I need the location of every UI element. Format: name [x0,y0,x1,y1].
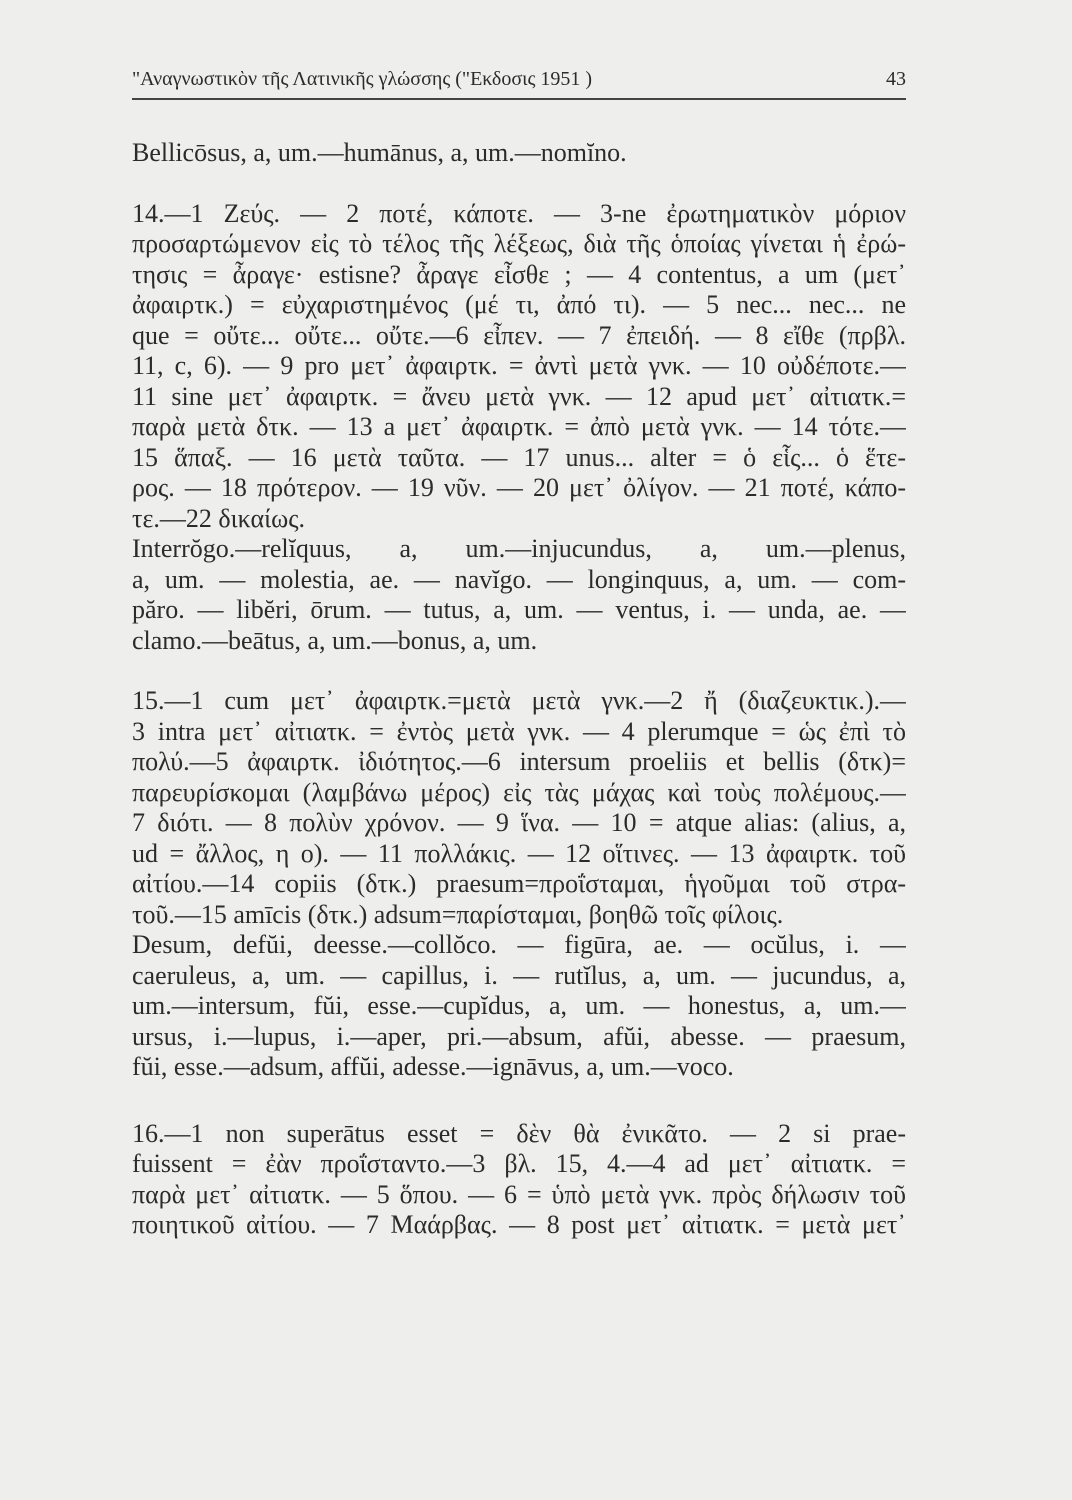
header-title: "Αναγνωστικὸν τῆς Λατινικῆς γλώσσης ("Εκδοσις 1951 ) [132,68,593,90]
text-line: ποιητικοῦ αἰτίου. — 7 Μαάρβας. — 8 post μετ᾽ αἰτιατκ. = μετὰ μετ᾽ [132,1210,906,1239]
text-line: πολύ.—5 ἀφαιρτκ. ἰδιότητος.—6 intersum proeliis et bellis (δτκ)= [132,747,906,776]
text-line: 16.—1 non superātus esset = δὲν θὰ ἐνικᾶτο. — 2 si prae- [132,1118,906,1148]
text-line: 11, c, 6). — 9 pro μετ᾽ ἀφαιρτκ. = ἀντὶ μετὰ γνκ. — 10 οὐδέποτε.— [132,351,906,380]
running-header [132,62,906,100]
text-line: 11 sine μετ᾽ ἀφαιρτκ. = ἄνευ μετὰ γνκ. — 12 apud μετ᾽ αἰτιατκ.= [132,381,906,411]
text-line: αἰτίου.—14 copiis (δτκ.) praesum=προΐσταμαι, ἡγοῦμαι τοῦ στρα- [132,869,906,898]
text-line: ἀφαιρτκ.) = εὐχαριστημένος (μέ τι, ἀπό τι). — 5 nec... nec... ne [132,290,906,319]
text-line: παρὰ μετὰ δτκ. — 13 a μετ᾽ ἀφαιρτκ. = ἀπὸ μετὰ γνκ. — 14 τότε.— [132,412,906,441]
text-line: προσαρτώμενον εἰς τὸ τέλος τῆς λέξεως, διὰ τῆς ὁποίας γίνεται ἡ ἐρώ- [132,229,906,258]
text-line: παρὰ μετ᾽ αἰτιατκ. — 5 ὅπου. — 6 = ὑπὸ μετὰ γνκ. πρὸς δήλωσιν τοῦ [132,1179,906,1209]
text-line: Desum, defŭi, deesse.—collŏco. — figūra, ae. — ocŭlus, i. — [132,930,906,959]
text-line: um.—intersum, fŭi, esse.—cupĭdus, a, um. — honestus, a, um.— [132,991,906,1020]
text-line: 14.—1 Ζεύς. — 2 ποτέ, κάποτε. — 3-ne ἐρωτηματικὸν μόριον [132,198,906,228]
section-14 [132,199,906,535]
text-line: fŭi, esse.—adsum, affŭi, adesse.—ignāvus, a, um.—voco. [132,1052,734,1081]
text-line: clamo.—beātus, a, um.—bonus, a, um. [132,625,538,655]
vocab-14 [132,534,906,656]
text-line: 7 διότι. — 8 πολὺν χρόνον. — 9 ἵνα. — 10 = atque alias: (alius, a, [132,808,906,837]
text-line: Interrŏgo.—relĭquus, a, um.—injucundus, a, um.—plenus, [132,534,906,563]
text-line: παρευρίσκομαι (λαμβάνω μέρος) εἰς τὰς μάχας καὶ τοὺς πολέμους.— [132,777,906,807]
section-15 [132,686,906,930]
vocab-15 [132,930,906,1083]
text-line: que = οὔτε... οὔτε... οὔτε.—6 εἶπεν. — 7 ἐπειδή. — 8 εἴθε (πρβλ. [132,320,906,350]
text-line: 3 intra μετ᾽ αἰτιατκ. = ἐντὸς μετὰ γνκ. — 4 plerumque = ὡς ἐπὶ τὸ [132,716,906,746]
text-line: ursus, i.—lupus, i.—aper, pri.—absum, afŭi, abesse. — praesum, [132,1021,906,1051]
text-line: păro. — libĕri, ōrum. — tutus, a, um. — ventus, i. — unda, ae. — [132,595,906,624]
page-number: 43 [886,68,906,90]
text-line: ud = ἄλλος, η ο). — 11 πολλάκις. — 12 οἵτινες. — 13 ἀφαιρτκ. τοῦ [132,838,906,868]
text-line: Bellicōsus, a, um.—humānus, a, um.—nomĭno. [132,138,627,167]
text-line: 15 ἅπαξ. — 16 μετὰ ταῦτα. — 17 unus... alter = ὁ εἷς... ὁ ἕτε- [132,442,906,472]
text-line: a, um. — molestia, ae. — navĭgo. — longinquus, a, um. — com- [132,564,906,594]
text-line: fuissent = ἐὰν προΐσταντο.—3 βλ. 15, 4.—4 ad μετ᾽ αἰτιατκ. = [132,1149,906,1178]
vocab-13 [132,138,906,169]
text-line: 15.—1 cum μετ᾽ ἀφαιρτκ.=μετὰ μετὰ γνκ.—2 ἤ (διαζευκτικ.).— [132,686,906,715]
text-line: τησις = ἆραγε· estisne? ἆραγε εἶσθε ; — 4 contentus, a um (μετ᾽ [132,259,906,289]
text-line: τε.—22 δικαίως. [132,503,306,533]
text-line: caeruleus, a, um. — capillus, i. — rutĭlus, a, um. — jucundus, a, [132,960,906,990]
section-16 [132,1119,906,1241]
text-line: τοῦ.—15 amīcis (δτκ.) adsum=παρίσταμαι, βοηθῶ τοῖς φίλοις. [132,899,784,929]
text-line: ρος. — 18 πρότερον. — 19 νῦν. — 20 μετ᾽ ὀλίγον. — 21 ποτέ, κάπο- [132,473,906,502]
body-text [132,138,906,1241]
